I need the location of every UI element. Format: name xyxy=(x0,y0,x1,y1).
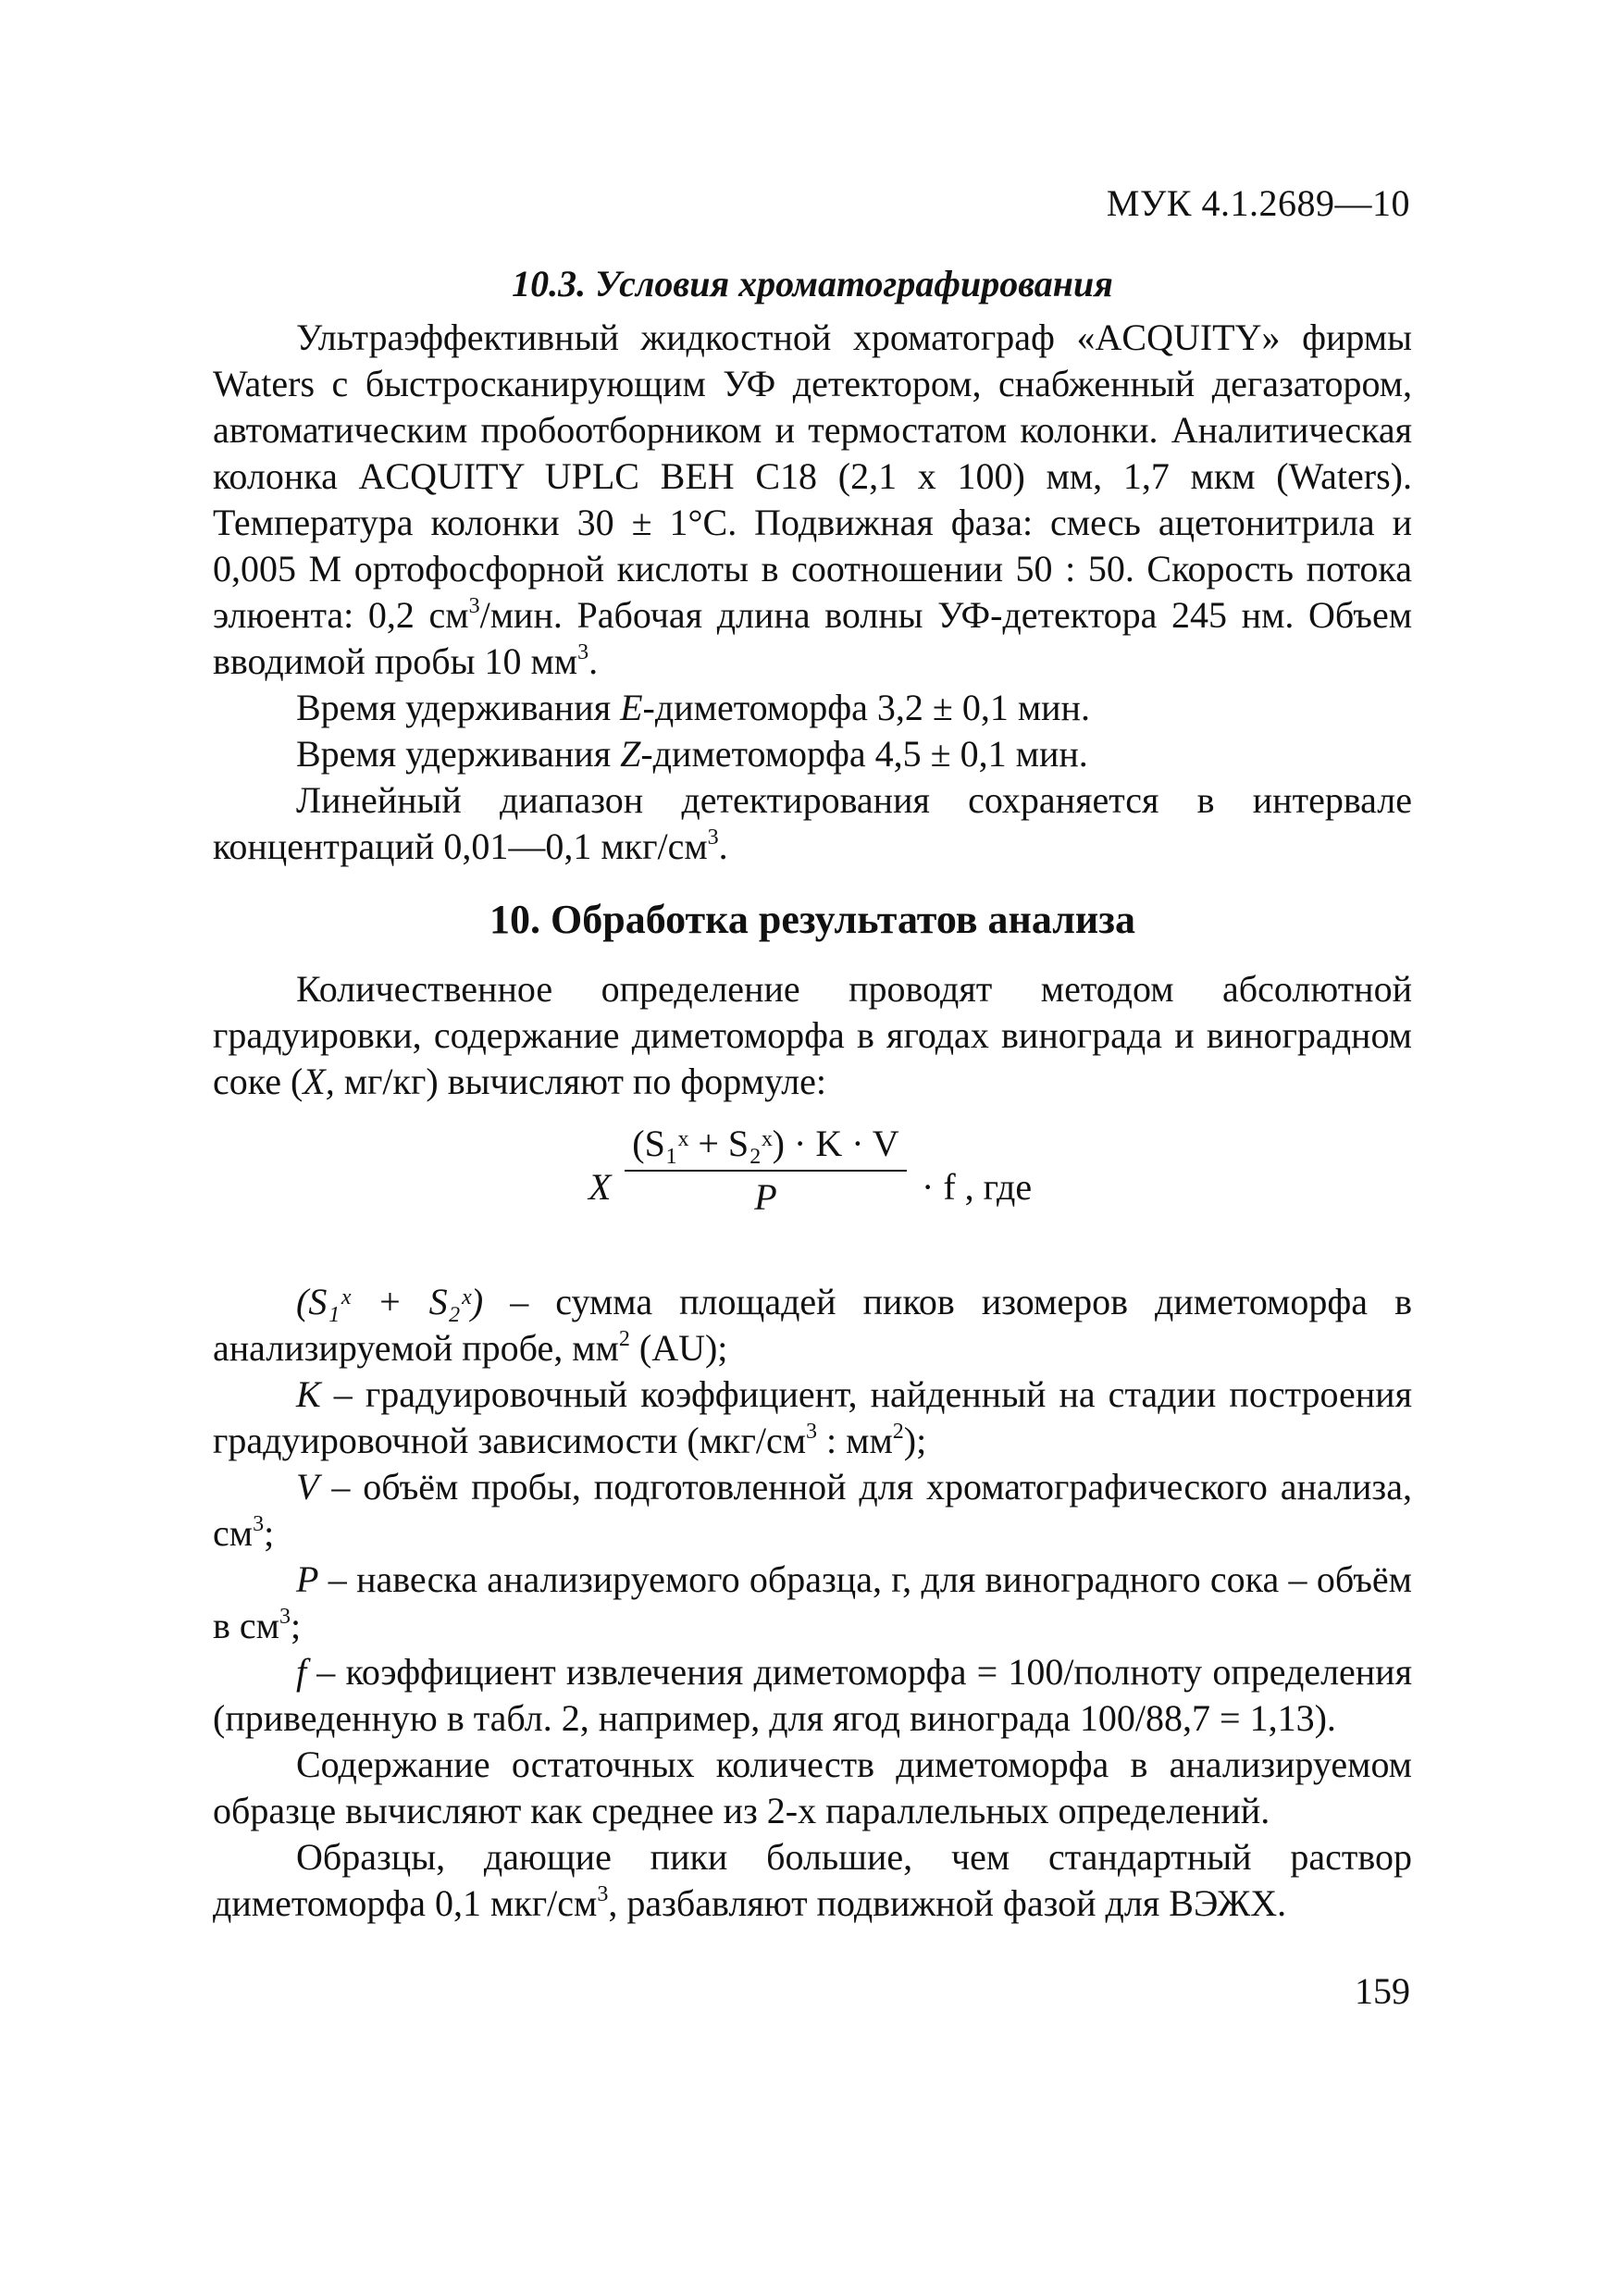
retention-time-z: Время удерживания Z-диметоморфа 4,5 ± 0,1 мин. xyxy=(296,733,1088,775)
page-number: 159 xyxy=(1355,1970,1410,2012)
formula-numerator: (S₁ˣ + S₂ˣ) · K · V xyxy=(632,1123,899,1164)
chromatography-conditions-paragraph: Ультраэффективный жидкостной хроматограф «ACQUITY» фирмы Waters с быстросканирующим УФ детектором, снабженный дегазатором, автоматическим пробоотборником и термостатом колонки. Аналитическая колонка ACQUITY UPLC BEH C18 (2,1 х 100) мм, 1,7 мкм (Waters). Температура колонки 30 ± 1°С. Подвижная фаза: смесь ацетонитрила и 0,005 М ортофосфорной кислоты в соотношении 50 : 50. Скорость потока элюента: 0,2 $см^3$/мин. Рабочая длина волны УФ-детектора 245 нм. Объем вводимой пробы 10 $мм^3$. xyxy=(213,316,1413,682)
definition-p: P – навеска анализируемого образца, г, для виноградного сока – объём в $см^3$; xyxy=(213,1558,1412,1646)
residue-content-paragraph: Содержание остаточных количеств диметоморфа в анализируемом образце вычисляют как среднее из 2-х параллельных определений. xyxy=(213,1744,1412,1831)
retention-time-e: Время удерживания E-диметоморфа 3,2 ± 0,1 мин. xyxy=(296,687,1090,728)
definition-peak-area-sum: (S₁ˣ + S₂ˣ) – сумма площадей пиков изомеров диметоморфа в анализируемой пробе, $мм^2$ (AU); xyxy=(213,1281,1412,1369)
running-header: МУК 4.1.2689—10 xyxy=(1106,182,1410,224)
fraction-bar xyxy=(625,1170,907,1172)
dilution-paragraph: Образцы, дающие пики большие, чем стандартный раствор диметоморфа 0,1 мкг/$см^3$, разбавляют подвижной фазой для ВЭЖХ. xyxy=(213,1836,1412,1924)
linear-range-paragraph: Линейный диапазон детектирования сохраняется в интервале концентраций 0,01—0,1 мкг/$см^3$. xyxy=(213,779,1412,867)
definition-f: f – коэффициент извлечения диметоморфа = 100/полноту определения (приведенную в табл. 2, например, для ягод винограда 100/88,7 = 1,13). xyxy=(213,1651,1412,1739)
page-body xyxy=(213,261,1412,1927)
method-intro-paragraph: Количественное определение проводят методом абсолютной градуировки, содержание диметоморфа в ягодах винограда и виноградном соке (X, мг/кг) вычисляют по формуле: xyxy=(213,968,1412,1102)
calculation-formula xyxy=(213,1122,1412,1260)
definition-v: V – объём пробы, подготовленной для хроматографического анализа, $см^3$; xyxy=(213,1466,1412,1554)
formula-lhs: X xyxy=(588,1166,612,1208)
definition-k: K – градуировочный коэффициент, найденный на стадии построения градуировочной зависимости ($мкг/см^3$ : $мм^2$); xyxy=(213,1373,1412,1461)
subsection-heading-10-3: 10.3. Условия хроматографирования xyxy=(512,263,1113,304)
section-heading-10: 10. Обработка результатов анализа xyxy=(489,897,1135,942)
formula-tail: · f , где xyxy=(922,1166,1033,1208)
formula-fraction xyxy=(625,1122,907,1220)
formula-denominator: P xyxy=(754,1176,777,1218)
